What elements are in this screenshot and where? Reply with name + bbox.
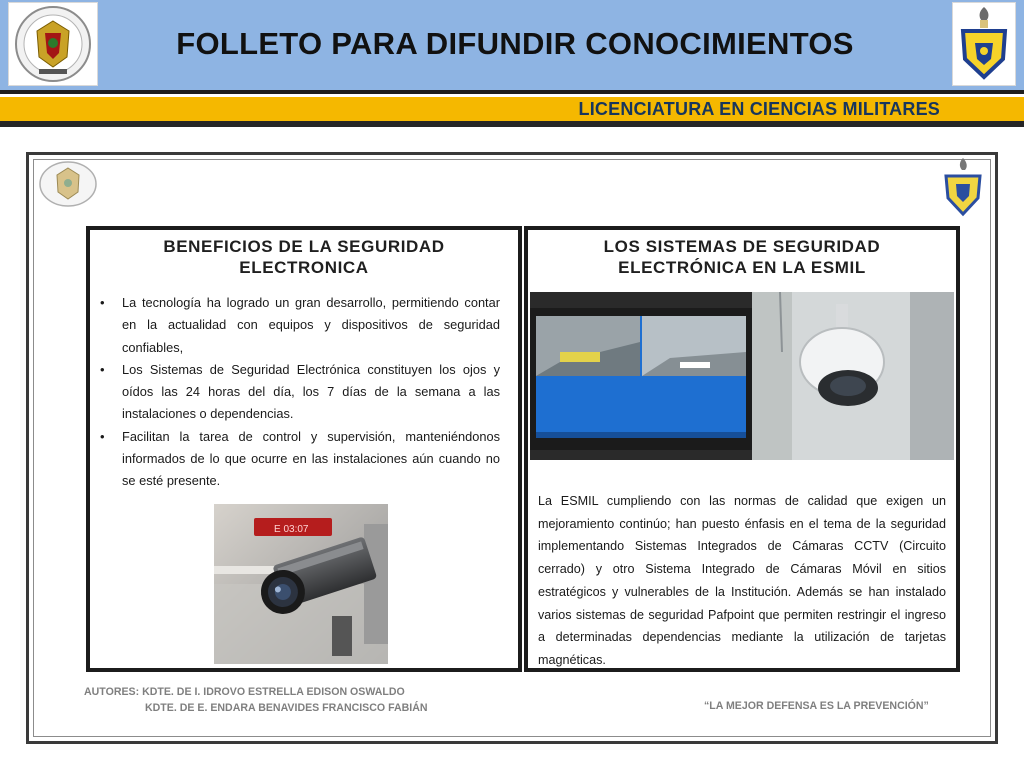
slide-header [0, 0, 1024, 90]
esmil-title-line2: ELECTRÓNICA EN LA ESMIL [618, 258, 866, 277]
list-item: • Facilitan la tarea de control y supervisión, manteniéndonos informados de lo que ocurre en las instalaciones aún cuando no se esté presente. [122, 426, 500, 493]
program-subtitle: LICENCIATURA EN CIENCIAS MILITARES [578, 99, 940, 119]
list-item: • La tecnología ha logrado un gran desarrollo, permitiendo contar en la actualidad con equipos y dispositivos de seguridad confiables, [122, 292, 500, 359]
benefits-panel-title [110, 236, 498, 278]
benefits-title-line2: ELECTRONICA [239, 258, 369, 277]
benefits-list [122, 292, 500, 493]
university-seal-icon [8, 2, 98, 86]
cctv-camera-icon [214, 504, 388, 664]
list-item: • Los Sistemas de Seguridad Electrónica constituyen los ojos y oídos las 24 horas del día, los 7 días de la semana a las instalaciones o dependencias. [122, 359, 500, 426]
motto-text: “LA MEJOR DEFENSA ES LA PREVENCIÓN” [704, 700, 929, 712]
military-crest-icon [940, 156, 986, 220]
esmil-panel-title [548, 236, 936, 278]
page-title: FOLLETO PARA DIFUNDIR CONOCIMIENTOS [176, 26, 854, 61]
authors-line-1: AUTORES: KDTE. DE I. IDROVO ESTRELLA EDISON OSWALDO [84, 686, 405, 698]
authors-line-2: KDTE. DE E. ENDARA BENAVIDES FRANCISCO FABIÁN [145, 702, 428, 714]
authors-credit [84, 684, 428, 716]
esmil-description: La ESMIL cumpliendo con las normas de calidad que exigen un mejoramiento continúo; han puesto énfasis en el tema de la seguridad implementando Sistemas Integrados de Cámaras CCTV (Circuito cerrado) y otro Sistema Integrado de Cámaras Móvil en sitios estratégicos y vulnerables de la Institución. Además se han instalado varios sistemas de seguridad Pafpoint que permiten restringir el ingreso a determinadas dependencias mediante la utilización de tarjetas magnéticas. [538, 494, 946, 667]
photo-sign-text: E 03:07 [274, 524, 309, 535]
military-crest-icon [952, 2, 1016, 86]
surveillance-photo [530, 292, 954, 460]
esmil-panel [524, 226, 960, 672]
esmil-title-line1: LOS SISTEMAS DE SEGURIDAD [603, 237, 881, 256]
benefits-title-line1: BENEFICIOS DE LA SEGURIDAD [163, 237, 445, 256]
university-seal-icon [36, 158, 100, 210]
header-stripe-dark-bottom [0, 121, 1024, 127]
benefits-panel [86, 226, 522, 672]
